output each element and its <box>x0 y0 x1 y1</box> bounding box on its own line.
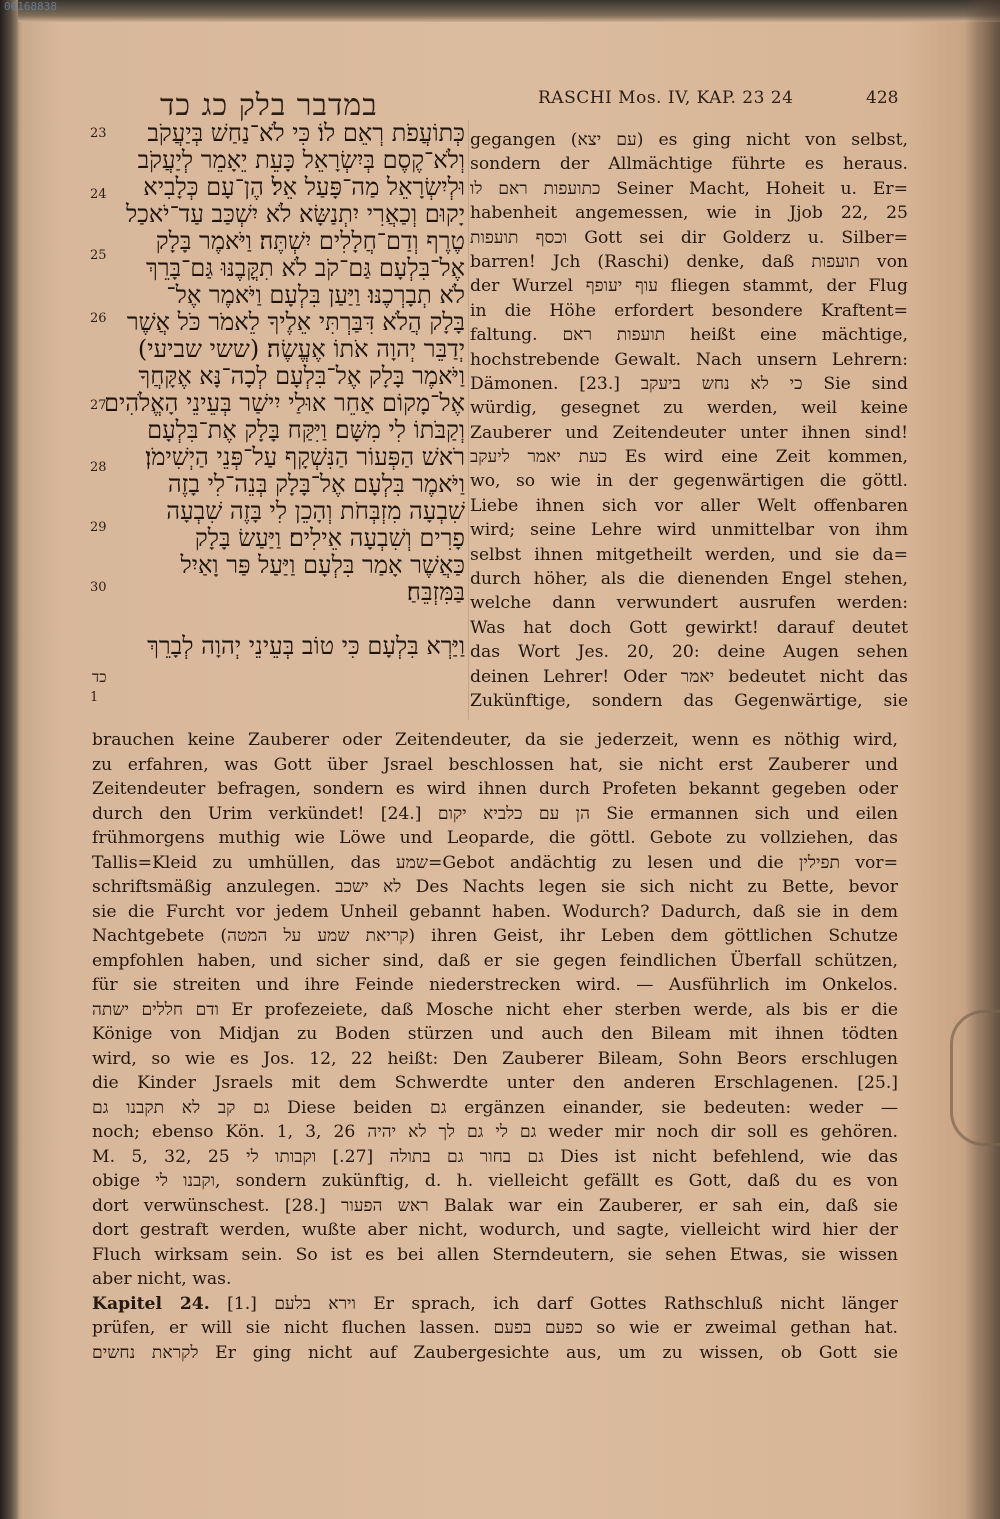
commentary-line: wo, so wie in der gegenwärtigen die göttl. <box>470 471 908 492</box>
chapter-marker: כד <box>92 668 107 686</box>
verse-number: 23 <box>90 126 107 141</box>
hebrew-line: וַיֹּאמֶר בָּלָק אֶל־בִּלְעָם לְכָה־נָּא אֶקָּחֲךָ <box>138 363 465 390</box>
hebrew-text-column <box>60 120 465 660</box>
commentary-line: faltung. תועפות ראם heißt eine mächtige, <box>470 325 908 346</box>
commentary-line: obige וקבנו לי, sondern zukünftig, d. h. vielleicht gefällt es Gott, daß du es von <box>92 1171 898 1191</box>
commentary-line: sondern der Allmächtige führte es heraus. <box>470 154 908 175</box>
commentary-right-column <box>470 128 908 713</box>
commentary-line: hochstrebende Gewalt. Nach unsern Lehrern: <box>470 349 908 370</box>
commentary-line: brauchen keine Zauberer oder Zeitendeuter, da sie jederzeit, wenn es nöthig wird, <box>92 730 898 750</box>
commentary-line: der Wurzel עוף יעופף fliegen stammt, der Flug <box>470 276 908 297</box>
commentary-line: habenheit angemessen, wie in Jjob 22, 25 <box>470 203 908 224</box>
commentary-line: noch; ebenso Kön. 1, 3, 26 גם לי גם לך לא יהיה weder mir noch dir soll es gehören. <box>92 1122 898 1142</box>
hebrew-line: בָּלָק הֲלֹא דִּבַּרְתִּי אֵלֶיךָ לֵאמֹר כֹּל אֲשֶׁר <box>126 309 465 336</box>
commentary-line: aber nicht, was. <box>92 1269 232 1289</box>
commentary-line: Fluch wirksam sein. So ist es bei allen Sterndeutern, sie sehen Etwas, sie wissen <box>92 1244 898 1265</box>
commentary-line: für sie streiten und ihre Feinde niederstrecken wird. — Ausführlich im Onkelos. <box>92 975 898 995</box>
hebrew-line: פָרִים וְשִׁבְעָה אֵילִים׃ וַיַּעַשׂ בָּלָק <box>194 525 465 552</box>
hebrew-line: אֶל־מָקוֹם אַחֵר אוּלַי יִישַׁר בְּעֵינֵי הָאֱלֹהִים <box>103 390 465 417</box>
chapter-24-line <box>92 1292 898 1317</box>
commentary-line: das Wort Jes. 20, 20: deine Augen sehen <box>470 642 908 663</box>
commentary-line: würdig, gesegnet zu werden, weil keine <box>470 398 908 419</box>
commentary-line: Tallis=Kleid zu umhüllen, das שמע=Gebot andächtig zu lesen und die תפילין vor= <box>92 852 898 873</box>
commentary-line: frühmorgens muthig wie Löwe und Leoparde, die göttl. Gebote zu vollziehen, das <box>92 828 898 848</box>
commentary-line: deinen Lehrer! Oder יאמר bedeutet nicht das <box>470 666 908 687</box>
commentary-line: sie die Furcht vor jedem Unheil gebannt haben. Wodurch? Dadurch, daß sie in dem <box>92 901 898 922</box>
commentary-line: prüfen, er will sie nicht fluchen lassen. כפעם בפעם so wie er zweimal gethan hat. <box>92 1318 898 1338</box>
commentary-line: barren! Jch (Raschi) denke, daß תועפות von <box>470 251 908 272</box>
commentary-line: empfohlen haben, und sicher sind, daß er sie gegen feindlichen Überfall schützen, <box>92 950 898 971</box>
verse-number: 27 <box>90 398 107 413</box>
hebrew-line: וַיַּרְא בִּלְעָם כִּי טוֹב בְּעֵינֵי יְהוָה לְבָרֵךְ <box>147 633 465 660</box>
page-top-shadow <box>0 0 1000 22</box>
hebrew-line: בַּמִּזְבֵּחַ׃ <box>406 579 465 606</box>
commentary-line: כתועפות ראם לו Seiner Macht, Hoheit u. Er= <box>470 178 908 199</box>
commentary-line: gegangen (עם יצא) es ging nicht von selbst, <box>470 130 908 150</box>
commentary-line: Dämonen. [23.] כי לא נחש ביעקב Sie sind <box>470 373 908 394</box>
commentary-line: Zukünftige, sondern das Gegenwärtige, sie <box>470 690 908 711</box>
commentary-line: durch höher, als die dienenden Engel stehen, <box>470 569 908 590</box>
book-gutter <box>0 0 18 1519</box>
commentary-line: Zeitendeuter befragen, sondern es wird ihnen durch Profeten bekannt gegeben oder <box>92 779 898 799</box>
hebrew-line <box>60 606 465 633</box>
commentary-line: durch den Urim verkündet! [24.] הן עם כלביא יקום Sie ermannen sich und eilen <box>92 803 898 824</box>
hebrew-line: וּלְיִשְׂרָאֵל מַה־פָּעַל אֵל׃ הֶן־עָם כְּלָבִיא <box>143 174 465 201</box>
verse-number: 28 <box>90 460 107 475</box>
commentary-line: ודם חללים ישתה Er profezeiete, daß Mosche nicht eher sterben werde, als bis er die <box>92 999 898 1020</box>
commentary-line: schriftsmäßig anzulegen. לא ישכב Des Nachts legen sie sich nicht zu Bette, bevor <box>92 877 898 897</box>
book-clasp <box>950 1010 1000 1146</box>
commentary-line: dort gestraft werden, wußte aber nicht, wodurch, und sagte, vielleicht wird hier der <box>92 1220 898 1240</box>
commentary-full-width <box>92 728 898 1365</box>
commentary-line: zu erfahren, was Gott über Jsrael beschlossen hat, sie nicht erst Zauberer und <box>92 754 898 775</box>
hebrew-line: שִׁבְעָה מִזְבְּחֹת וְהָכֵן לִי בָּזֶה שִׁבְעָה <box>166 498 465 525</box>
hebrew-line: כַּאֲשֶׁר אָמַר בִּלְעָם וַיַּעַל פַּר וָאַיִל <box>180 552 465 579</box>
verse-number: 26 <box>90 311 107 326</box>
verse-number: 24 <box>90 187 107 202</box>
page-number: 428 <box>866 88 899 108</box>
running-head-hebrew: במדבר בלק כג כד <box>160 88 378 123</box>
hebrew-line: לֹא תְבָרְכֶנּוּ׃ וַיַּעַן בִּלְעָם וַיֹּאמֶר אֶל־ <box>166 282 465 309</box>
commentary-line: Liebe ihnen sich vor aller Welt offenbaren <box>470 495 908 516</box>
verse-number: 29 <box>90 520 107 535</box>
running-head-latin: RASCHI Mos. IV, KAP. 23 24 <box>538 88 794 108</box>
commentary-line: in die Höhe erfordert besondere Kraftent= <box>470 300 908 321</box>
commentary-line: גם קב לא תקבנו גם Diese beiden גם ergänzen einander, sie bedeuten: weder — <box>92 1097 898 1118</box>
commentary-line: כעת יאמר ליעקב Es wird eine Zeit kommen, <box>470 447 908 468</box>
page-edge-shadow <box>965 0 1000 1519</box>
hebrew-line: רֹאשׁ הַפְּעוֹר הַנִּשְׁקָף עַל־פְּנֵי הַיְשִׁימֹן׃ <box>145 444 465 471</box>
commentary-line: wird, so wie es Jos. 12, 22 heißt: Den Zauberer Bileam, Sohn Beors erschlugen <box>92 1048 898 1069</box>
commentary-line: Könige von Midjan zu Boden stürzen und auch den Bileam mit ihnen tödten <box>92 1024 898 1044</box>
hebrew-line: יָקוּם וְכַאֲרִי יִתְנַשָּׂא לֹא יִשְׁכַּב עַד־יֹאכַל <box>125 201 465 228</box>
chapter-heading: Kapitel 24. <box>92 1293 210 1314</box>
verse-number: 30 <box>90 580 107 595</box>
commentary-line: dort verwünschest. [28.] ראש הפעור Balak war ein Zauberer, er sah ein, daß sie <box>92 1195 898 1216</box>
commentary-line: welche dann verwundert ausrufen werden: <box>470 593 908 614</box>
commentary-line: selbst ihnen mitgetheilt werden, und sie da= <box>470 544 908 565</box>
commentary-line: Zauberer und Zeitendeuter unter ihnen sind! <box>470 422 908 443</box>
hebrew-line: יְדַבֵּר יְהוָה אֹתוֹ אֶעֱשֶׂה׃ (ששי שביעי) <box>137 336 465 363</box>
column-divider <box>468 120 469 720</box>
hebrew-line: וְקַבֹּתוֹ לִי מִשָּׁם׃ וַיִּקַּח בָּלָק אֶת־בִּלְעָם <box>147 417 465 444</box>
commentary-line: die Kinder Jsraels mit dem Schwerdte unter den anderen Erschlagenen. [25.] <box>92 1073 898 1093</box>
hebrew-line: כְּתוֹעֲפֹת רְאֵם לוֹ׃ כִּי לֹא־נַחַשׁ בְּיַעֲקֹב <box>147 120 465 147</box>
verse-number: 25 <box>90 248 107 263</box>
library-stamp: 00168838 <box>4 0 57 13</box>
hebrew-line: טֶרֶף וְדַם־חֲלָלִים יִשְׁתֶּה׃ וַיֹּאמֶר בָּלָק <box>155 228 465 255</box>
hebrew-line: אֶל־בִּלְעָם גַּם־קֹב לֹא תִקֳּבֶנּוּ גַּם־בָּרֵךְ <box>145 255 465 282</box>
chapter-24-text: [1.] וירא בלעם Er sprach, ich darf Gottes Rathschluß nicht länger <box>227 1293 898 1314</box>
commentary-line: Was hat doch Gott gewirkt! darauf deutet <box>470 617 908 638</box>
hebrew-line: וְלֹא־קֶסֶם בְּיִשְׂרָאֵל כָּעֵת יֵאָמֵר לְיַעֲקֹב <box>137 147 465 174</box>
commentary-line: M. 5, 32, 25 גם בחור גם בתולה [27.] וקבותו לי Dies ist nicht befehlend, wie das <box>92 1146 898 1167</box>
commentary-line: Nachtgebete (קריאת שמע על המטה) ihren Geist, ihr Leben dem göttlichen Schutze <box>92 926 898 946</box>
commentary-line: וכסף תועפות Gott sei dir Golderz u. Silber= <box>470 227 908 248</box>
verse-number: 1 <box>90 690 99 705</box>
commentary-line: wird; seine Lehre wird unmittelbar von ihm <box>470 520 908 541</box>
commentary-line: לקראת נחשים Er ging nicht auf Zaubergesichte aus, um zu wissen, ob Gott sie <box>92 1342 898 1363</box>
hebrew-line: וַיֹּאמֶר בִּלְעָם אֶל־בָּלָק בְּנֵה־לִי בָזֶה <box>167 471 465 498</box>
